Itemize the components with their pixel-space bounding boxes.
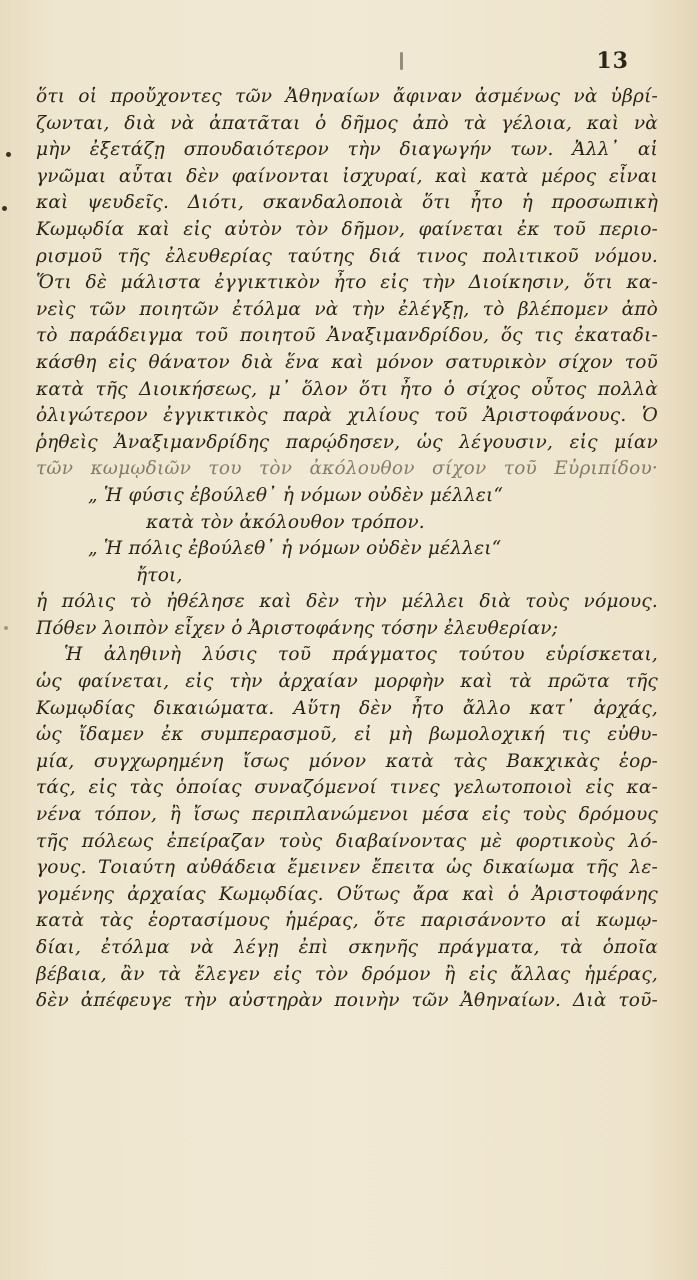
text-line: τῆς πόλεως ἐπείραζαν τοὺς διαβαίνοντας μὲ φορτικοὺς λό- — [36, 830, 658, 852]
text-line: Ὅτι δὲ μάλιστα ἐγγικτικὸν ἦτο εἰς τὴν Διοίκησιν, ὅτι κα- — [36, 272, 658, 294]
text-line: τὸ παράδειγμα τοῦ ποιητοῦ Ἀναξιμανδρίδου, ὅς τις ἐκαταδι- — [36, 325, 658, 347]
text-line: ὅτι οἱ προὔχοντες τῶν Ἀθηναίων ἄφιναν ἀσμένως νὰ ὑβρί- — [36, 86, 658, 107]
text-line: ἡ πόλις τὸ ἠθέλησε καὶ δὲν τὴν μέλλει διὰ τοὺς νόμους. — [36, 591, 658, 613]
text-line: κατὰ τὰς ἑορτασίμους ἡμέρας, ὅτε παρισάνοντο αἱ κωμῳ- — [36, 910, 658, 932]
text-line: βέβαια, ἂν τὰ ἔλεγεν εἰς τὸν δρόμον ἢ εἰς ἄλλας ἡμέρας, — [36, 963, 658, 985]
text-line: ῥηθεὶς Ἀναξιμανδρίδης παρῴδησεν, ὡς λέγουσιν, εἰς μίαν — [36, 431, 658, 453]
text-line: μία, συγχωρημένη ἴσως μόνον κατὰ τὰς Βακχικὰς ἑορ- — [36, 750, 658, 772]
text-line: νεὶς τῶν ποιητῶν ἐτόλμα νὰ τὴν ἐλέγξῃ, τὸ βλέπομεν ἀπὸ — [36, 298, 658, 320]
text-line: ρισμοῦ τῆς ἐλευθερίας ταύτης διά τινος πολιτικοῦ νόμου. — [36, 245, 658, 267]
text-line: νένα τόπον, ἢ ἴσως περιπλανώμενοι μέσα εἰς τοὺς δρόμους — [36, 804, 658, 826]
ink-spot — [2, 206, 7, 211]
text-line: δὲν ἀπέφευγε τὴν αὐστηρὰν ποινὴν τῶν Ἀθηναίων. Διὰ τοῦ- — [36, 990, 658, 1012]
text-line: ζωνται, διὰ νὰ ἀπατᾶται ὁ δῆμος ἀπὸ τὰ γέλοια, καὶ νὰ — [36, 112, 658, 134]
ink-spot — [6, 152, 11, 157]
text-line: τάς, εἰς τὰς ὁποίας συναζόμενοί τινες γελωτοποιοὶ εἰς κα- — [36, 777, 658, 799]
verse-line: „ Ἡ πόλις ἐβούλεθ᾽ ἡ νόμων οὐδὲν μέλλει“ — [88, 538, 502, 560]
page-number: 13 — [596, 48, 629, 74]
text-line: κατὰ τὸν ἀκόλουθον τρόπον. — [146, 511, 425, 533]
text-line: μὴν ἐξετάζῃ σπουδαιότερον τὴν διαγωγήν των. Ἀλλ᾽ αἱ — [36, 139, 658, 161]
text-line: ὀλιγώτερον ἐγγικτικὸς παρὰ χιλίους τοῦ Ἀριστοφάνους. Ὁ — [36, 405, 658, 427]
text-line: γομένης ἀρχαίας Κωμῳδίας. Οὕτως ἄρα καὶ ὁ Ἀριστοφάνης — [36, 883, 658, 905]
text-line: ὡς ἴδαμεν ἐκ συμπερασμοῦ, εἰ μὴ βωμολοχική τις εὐθυ- — [36, 724, 658, 746]
text-line: Κωμῳδία καὶ εἰς αὐτὸν τὸν δῆμον, φαίνεται ἐκ τοῦ περιο- — [36, 218, 658, 240]
text-line: ἤτοι, — [136, 564, 183, 586]
text-line: καὶ ψευδεῖς. Διότι, σκανδαλοποιὰ ὅτι ἦτο ἡ προσωπικὴ — [36, 192, 658, 214]
ink-spot — [4, 626, 8, 630]
text-line: κατὰ τῆς Διοικήσεως, μ᾽ ὅλον ὅτι ἦτο ὁ σίχος οὗτος πολλὰ — [36, 378, 658, 400]
ink-spot — [400, 52, 403, 70]
text-line: Ἡ ἀληθινὴ λύσις τοῦ πράγματος τούτου εὑρίσκεται, — [64, 644, 658, 666]
text-line: Κωμῳδίας δικαιώματα. Αὕτη δὲν ἦτο ἄλλο κατ᾽ ἀρχάς, — [36, 697, 658, 719]
text-line: γους. Τοιαύτη αὐθάδεια ἔμεινεν ἔπειτα ὡς δικαίωμα τῆς λε- — [36, 857, 658, 879]
text-line: Πόθεν λοιπὸν εἶχεν ὁ Ἀριστοφάνης τόσην ἐλευθερίαν; — [36, 617, 559, 639]
text-line: τῶν κωμῳδιῶν του τὸν ἀκόλουθον σίχον τοῦ Εὐριπίδου· — [36, 458, 658, 480]
text-line: ὡς φαίνεται, εἰς τὴν ἀρχαίαν μορφὴν καὶ τὰ πρῶτα τῆς — [36, 671, 658, 693]
text-line: δίαι, ἐτόλμα νὰ λέγῃ ἐπὶ σκηνῆς πράγματα, τὰ ὁποῖα — [36, 937, 658, 958]
text-line: κάσθη εἰς θάνατον διὰ ἕνα καὶ μόνον σατυρικὸν σίχον τοῦ — [36, 351, 658, 373]
text-line: γνῶμαι αὗται δὲν φαίνονται ἰσχυραί, καὶ κατὰ μέρος εἶναι — [36, 165, 658, 187]
body-text — [36, 84, 658, 1015]
verse-line: „ Ἡ φύσις ἐβούλεθ᾽ ἡ νόμων οὐδὲν μέλλει“ — [88, 484, 504, 506]
